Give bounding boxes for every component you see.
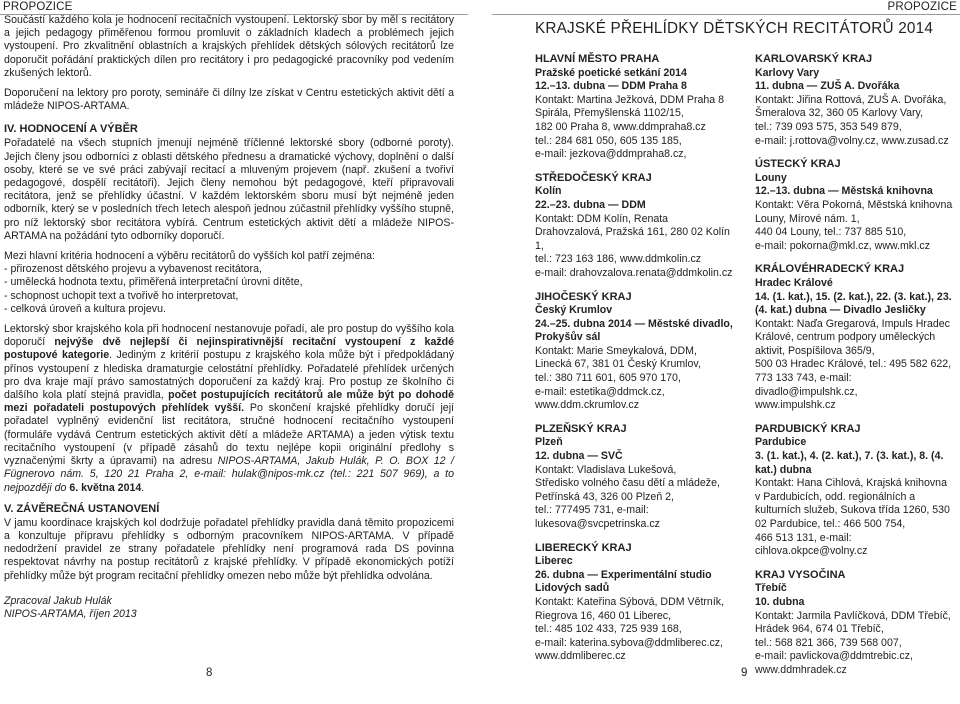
contact-line: 182 00 Praha 8, www.ddmpraha8.cz (535, 120, 706, 133)
contact-line: Středisko volného času dětí a mládeže, Petřínská 43, 326 00 Plzeň 2, (535, 477, 720, 503)
page-title: KRAJSKÉ PŘEHLÍDKY DĚTSKÝCH RECITÁTORŮ 2014 (535, 20, 934, 37)
contact-line: www.ddm.ckrumlov.cz (535, 399, 639, 412)
contact-line: Kontakt: Vladislava Lukešová, (535, 463, 677, 476)
signature-line (4, 608, 454, 621)
contact-line: 500 03 Hradec Králové, tel.: 495 582 622, 773 133 743, e-mail: divadlo@impulshk.cz, (755, 358, 952, 398)
contact-line: www.ddmliberec.cz (535, 650, 626, 663)
region-block (535, 172, 735, 281)
region-block (535, 291, 735, 413)
contact-line: tel.: 485 102 433, 725 939 168, (535, 623, 682, 636)
text-run: Po skončení krajské přehlídky doručí její pořadatel vyplněný evidenční list recitátora, stručné hodnocení recitačního vystoupení (formuláře vydává Centrum estetických aktivit dětí a mládeže ARTAMA) a jeden výtisk textu recitačního vystoupení (v případě zásahů do textu nejlépe kopii originální předlohy s vyznačenými škrty a úpravami) na adresu (4, 402, 454, 468)
event-line: 12.–13. dubna — Městská knihovna (755, 185, 933, 198)
contact-line: 440 04 Louny, tel.: 737 885 510, (755, 226, 907, 239)
event-line: 10. dubna (755, 595, 805, 608)
region-block (755, 423, 955, 559)
contact-line: tel.: 777495 731, e-mail: lukesova@svcpetrinska.cz (535, 504, 660, 530)
address-italic: NIPOS-ARTAMA, Jakub Hulák, P. O. BOX 12 / Fügnerovo nám. 5, 120 21 Praha 2, e-mail: hulak@nipos-mk.cz (tel.: 221 507 969), a to nejpozději do (4, 455, 454, 494)
contact-line: Kontakt: DDM Kolín, Renata Drahovzalová, Pražská 161, 280 02 Kolín 1, (535, 212, 730, 252)
event-line: 26. dubna — Experimentální studio Lidových sadů (535, 568, 712, 595)
event-line: Liberec (535, 555, 573, 568)
event-line: Louny (755, 171, 787, 184)
contact-line: tel.: 284 681 050, 605 135 185, (535, 134, 682, 147)
page-number-right: 9 (741, 667, 748, 679)
event-line: Pardubice (755, 436, 807, 449)
contact-line: e-mail: pavlickova@ddmtrebic.cz, (755, 650, 913, 663)
region-block (755, 263, 955, 413)
running-header-left: PROPOZICE (3, 1, 73, 13)
event-line: Plzeň (535, 436, 563, 449)
event-line: 22.–23. dubna — DDM (535, 198, 646, 211)
contact-line: 466 513 131, e-mail: cihlova.okpce@volny.cz (755, 531, 868, 558)
contact-line: Kontakt: Jarmila Pavlíčková, DDM Třebíč, Hrádek 964, 674 01 Třebíč, (755, 609, 951, 636)
contact-line: e-mail: jezkova@ddmpraha8.cz, (535, 148, 687, 161)
contact-line: Kontakt: Jiřina Rottová, ZUŠ A. Dvořáka, Šmeralova 32, 360 05 Karlovy Vary, (755, 93, 947, 120)
region-name: JIHOČESKÝ KRAJ (535, 290, 632, 303)
event-line: Kolín (535, 185, 562, 198)
contact-line: Kontakt: Naďa Gregarová, Impuls Hradec Králové, centrum podpory uměleckých aktivit, Pospíšilova 365/9, (755, 317, 950, 357)
section-v-paragraph: V jamu koordinace krajských kol dodržuje pořadatel přehlídky pravidla daná těmito propozicemi a konzultuje přípravu přehlídky s odborným pracovníkem NIPOS-ARTAMA. V případě nedodržení pravidel ze strany pořadatele přehlídky není programová rada DS povinna respektovat návrhy na postup recitátorů z krajské přehlídky. V případě ekonomických potíží přehlídky může být program recitační přehlídky omezen nebo může být přehlídka odvolána. (4, 516, 454, 582)
region-name: KRAJ VYSOČINA (755, 568, 846, 581)
event-line: 12.–13. dubna — DDM Praha 8 (535, 80, 687, 93)
contact-line: tel.: 739 093 575, 353 549 879, (755, 120, 902, 133)
region-name: KRÁLOVÉHRADECKÝ KRAJ (755, 263, 905, 276)
region-name: LIBERECKÝ KRAJ (535, 541, 632, 554)
contact-line: e-mail: drahovzalova.renata@ddmkolin.cz (535, 266, 733, 279)
region-block (755, 53, 955, 148)
event-line: 14. (1. kat.), 15. (2. kat.), 22. (3. kat.), 23. (4. kat.) dubna — Divadlo Jesličky (755, 290, 952, 317)
contact-line: Kontakt: Kateřina Sýbová, DDM Větrník, Riegrova 16, 460 01 Liberec, (535, 595, 725, 622)
contact-line: Spirála, Přemyšlenská 1102/15, (535, 107, 684, 120)
region-block (755, 158, 955, 253)
advancement-paragraph (4, 323, 454, 495)
criteria-item: - přirozenost dětského projevu a vybavenost recitátora, (4, 263, 262, 276)
region-name: KARLOVARSKÝ KRAJ (755, 53, 873, 65)
criteria-item: - celková úroveň a kultura projevu. (4, 302, 166, 315)
text-run-bold: počet postupujících recitátorů ale může být po dohodě mezi pořadateli postupových přehlídek vyšší. (4, 389, 454, 415)
intro-paragraph: Součástí každého kola je hodnocení recitačních vystoupení. Lektorský sbor by měl s recitátory a jejich pedagogy přiměřenou formou promluvit o základních kladech a problémech jejich vystoupení. Pro zkvalitnění oblastních a krajských přehlídek dětských sólových recitátorů lze doporučit pořádání praktických dílen pro recitátory i pro pedagogické pracovníky pod vedením zkušených lektorů. (4, 14, 454, 79)
signature-line (4, 595, 454, 608)
event-line: 24.–25. dubna 2014 — Městské divadlo, Prokyšův sál (535, 317, 733, 344)
event-line: Český Krumlov (535, 304, 613, 317)
event-line: 3. (1. kat.), 4. (2. kat.), 7. (3. kat.), 8. (4. kat.) dubna (755, 450, 944, 476)
contact-line: Kontakt: Martina Ježková, DDM Praha 8 (535, 93, 725, 106)
contact-line: www.impulshk.cz (755, 399, 836, 412)
criteria-intro: Mezi hlavní kritéria hodnocení a výběru recitátorů do vyšších kol patří zejména: (4, 250, 375, 263)
running-header-right: PROPOZICE (887, 1, 957, 13)
region-name: PARDUBICKÝ KRAJ (755, 422, 861, 435)
contact-line: e-mail: katerina.sybova@ddmliberec.cz, (535, 636, 723, 649)
section-v-title: V. ZÁVĚREČNÁ USTANOVENÍ (4, 502, 160, 515)
region-name: STŘEDOČESKÝ KRAJ (535, 171, 652, 184)
event-line: 12. dubna — SVČ (535, 450, 623, 463)
contact-line: e-mail: j.rottova@volny.cz, www.zusad.cz (755, 134, 949, 147)
text-run: . Jediným z kritérií postupu z krajského kola může být i předpokládaný přínos vystoupení z hlediska dramaturgie celostátní přehlídky. Pořadatelé přehlídek určených pro dva kraje mají právo samostatných doporučení za každý kraj. Pro postup ze školního či dalšího kola platí stejná pravidla, (4, 349, 454, 402)
region-block (535, 53, 735, 162)
regions-column-1 (535, 53, 735, 674)
text-run: Lektorský sbor krajského kola při hodnocení nestanovuje pořadí, ale pro postup do vyššího kola doporučí (4, 323, 454, 349)
contact-line: Kontakt: Marie Smeykalová, DDM, Linecká 67, 381 01 Český Krumlov, (535, 344, 701, 371)
event-line: Karlovy Vary (755, 66, 820, 79)
header-rule-right (492, 14, 960, 15)
event-line: Pražské poetické setkání 2014 (535, 66, 687, 79)
criteria-item: - umělecká hodnota textu, přiměřená interpretační úrovni dítěte, (4, 276, 303, 289)
deadline-bold: 6. května 2014 (69, 481, 142, 494)
text-run: . (141, 481, 145, 494)
left-column (4, 14, 454, 621)
region-block (535, 542, 735, 664)
contact-line: tel.: 568 821 366, 739 568 007, (755, 636, 902, 649)
contact-line: Kontakt: Věra Pokorná, Městská knihovna Louny, Mírové nám. 1, (755, 198, 953, 225)
region-name: HLAVNÍ MĚSTO PRAHA (535, 53, 660, 65)
event-line: Hradec Králové (755, 276, 833, 289)
region-block (535, 423, 735, 532)
section-iv-paragraph: Pořadatelé na všech stupních jmenují nejméně tříčlenné lektorské sbory (odborné poroty). Jejich členy jsou odborníci z oblasti dětského přednesu a dramatické výchovy, doplnění o další osoby, které se ve své práci zabývají recitací a mluveným projevem (např. zkušení a tvořiví pedagogové, dospělí recitátoři). Jejich členy nemohou být pedagogové, kteří připravovali recitátora, jenž se přehlídky účastní. V každém lektorském sboru musí být nejméně jeden odborník, který se v posledních třech letech alespoň jednou zúčastnil přehlídky vyššího stupně, pro níž lektorský sbor recitátora vybírá. Centrum estetických aktivit dětí a mládeže NIPOS-ARTAMA na požádání tyto odborníky doporučí. (4, 137, 454, 242)
contact-line: tel.: 723 163 186, www.ddmkolin.cz (535, 253, 702, 266)
page-number-left: 8 (206, 667, 213, 679)
event-line: 11. dubna — ZUŠ A. Dvořáka (755, 80, 900, 93)
contact-line: e-mail: pokorna@mkl.cz, www.mkl.cz (755, 239, 930, 252)
contact-line: www.ddmhradek.cz (755, 663, 847, 676)
signature-name: Zpracoval Jakub Hulák (4, 594, 112, 607)
criteria-item: - schopnost uchopit text a tvořivě ho interpretovat, (4, 289, 239, 302)
contact-line: Kontakt: Hana Cihlová, Krajská knihovna v Pardubicích, odd. regionálních a kulturních služeb, Sukova třída 1260, 530 02 Pardubice, tel.: 466 500 754, (755, 477, 950, 530)
section-iv-title: IV. HODNOCENÍ A VÝBĚR (4, 123, 138, 136)
text-run-bold: nejvýše dvě nejlepší či nejinspirativnější recitační vystoupení z každé postupové kategorie (4, 336, 454, 362)
signature-org: NIPOS-ARTAMA, říjen 2013 (4, 607, 137, 620)
regions-column-2 (755, 53, 955, 688)
contact-line: e-mail: estetika@ddmck.cz, (535, 385, 665, 398)
event-line: Třebíč (755, 582, 787, 595)
contact-line: tel.: 380 711 601, 605 970 170, (535, 372, 681, 385)
region-block (755, 569, 955, 678)
lectors-paragraph: Doporučení na lektory pro poroty, semináře či dílny lze získat v Centru estetických aktivit dětí a mládeže NIPOS-ARTAMA. (4, 87, 454, 113)
region-name: PLZEŇSKÝ KRAJ (535, 422, 627, 435)
region-name: ÚSTECKÝ KRAJ (755, 158, 841, 171)
